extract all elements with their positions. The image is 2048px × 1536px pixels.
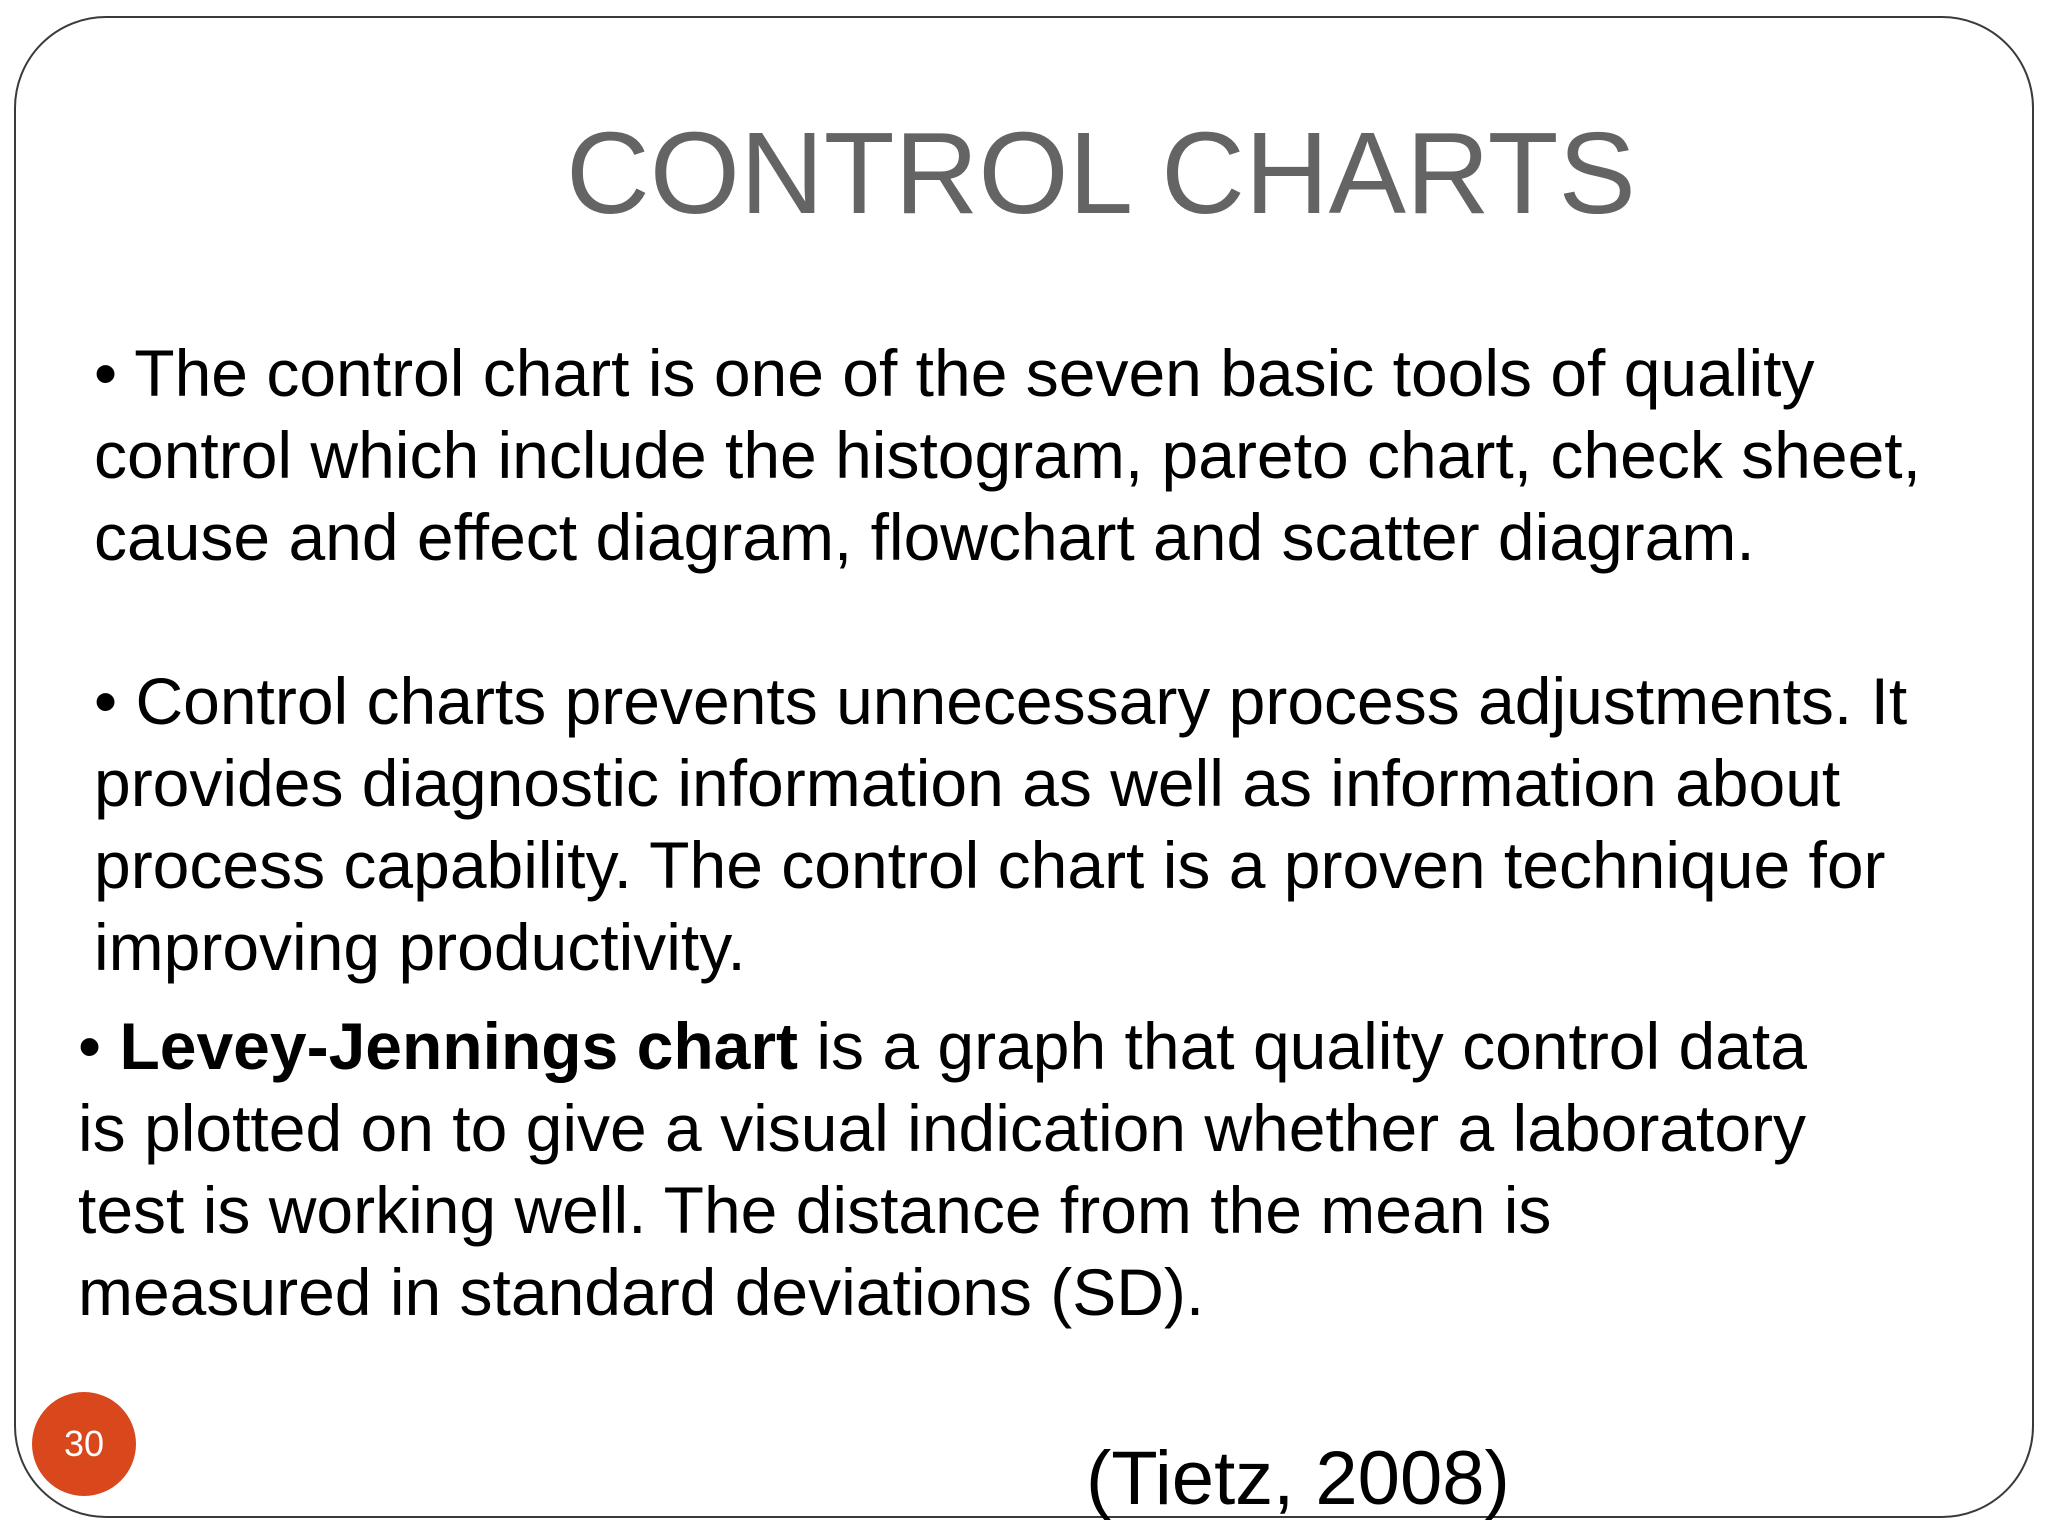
bullet-3-line-2: is plotted on to give a visual indication whether a laboratory: [78, 1091, 1807, 1165]
slide-title: CONTROL CHARTS: [566, 108, 1636, 238]
bullet-1-line-3: cause and effect diagram, flowchart and scatter diagram.: [94, 500, 1755, 574]
bullet-2-line-2: provides diagnostic information as well as information about: [94, 746, 1841, 820]
bullet-3-first-line-rest: is a graph that quality control data: [798, 1009, 1807, 1083]
bullet-3-line-4: measured in standard deviations (SD).: [78, 1255, 1205, 1329]
bullet-2-line-3: process capability. The control chart is a proven technique for: [94, 828, 1886, 902]
bullet-3-line-1: [78, 1005, 1807, 1087]
page-number-badge: 30: [32, 1392, 136, 1496]
bullet-3-line-3: test is working well. The distance from the mean is: [78, 1173, 1552, 1247]
bullet-3-prefix: •: [78, 1009, 120, 1083]
bullet-paragraph-2: [94, 660, 1907, 988]
bullet-2-line-4: improving productivity.: [94, 910, 746, 984]
bullet-1-line-2: control which include the histogram, pareto chart, check sheet,: [94, 418, 1921, 492]
bullet-paragraph-1: [94, 332, 1921, 578]
bullet-2-line-1: • Control charts prevents unnecessary process adjustments. It: [94, 664, 1908, 738]
citation: (Tietz, 2008): [1086, 1436, 1510, 1521]
bullet-1-line-1: • The control chart is one of the seven basic tools of quality: [94, 336, 1815, 410]
bullet-3-bold-term: Levey-Jennings chart: [119, 1009, 799, 1083]
bullet-paragraph-3: [78, 1005, 1807, 1333]
